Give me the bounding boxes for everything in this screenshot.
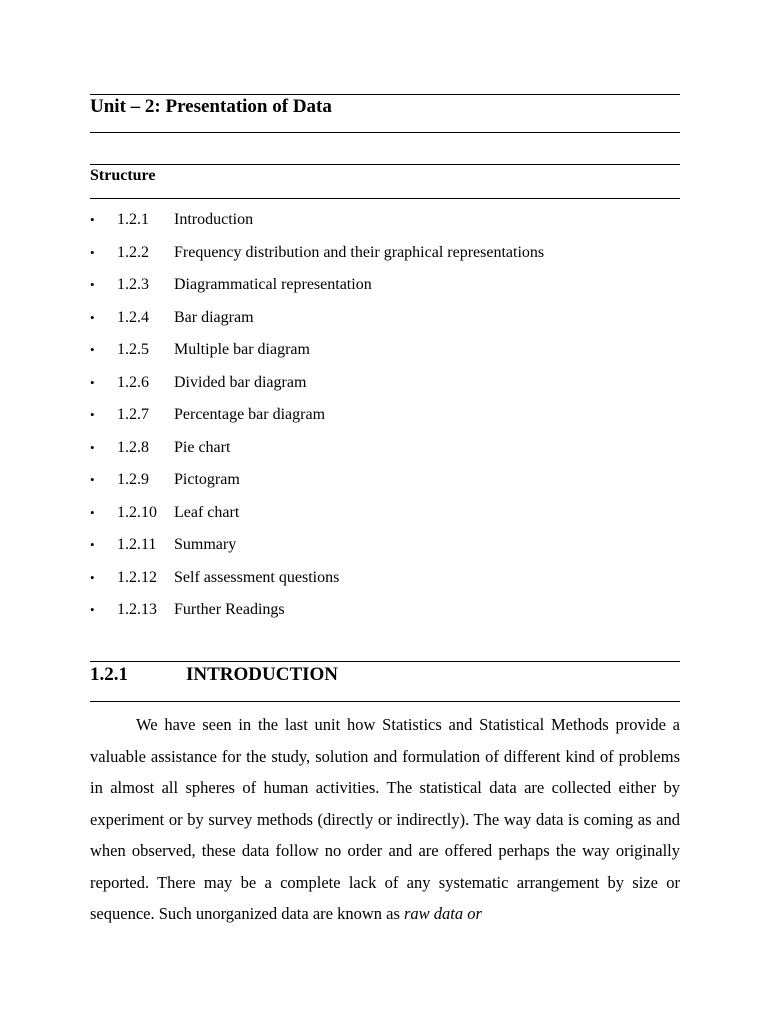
item-label: Introduction: [174, 211, 254, 228]
introduction-paragraph: [90, 709, 680, 930]
item-number: 1.2.8: [117, 438, 149, 456]
bullet-icon: •: [90, 472, 95, 487]
title-top-rule: [90, 94, 680, 95]
item-label: Bar diagram: [174, 308, 254, 326]
item-label: Further Readings: [174, 601, 285, 618]
bullet-icon: •: [90, 569, 95, 585]
structure-heading: Structure: [90, 167, 156, 184]
bullet-icon: •: [90, 537, 95, 552]
bullet-icon: •: [90, 602, 95, 617]
item-number: 1.2.12: [117, 568, 157, 586]
bullet-icon: •: [90, 504, 95, 520]
item-label: Pictogram: [174, 471, 240, 488]
section-title: INTRODUCTION: [186, 664, 339, 685]
bullet-icon: •: [90, 277, 95, 292]
section-top-rule: [90, 661, 680, 662]
item-number: 1.2.9: [117, 471, 149, 488]
item-number: 1.2.2: [117, 243, 149, 261]
section-number: 1.2.1: [90, 664, 128, 685]
bullet-icon: •: [90, 309, 95, 325]
section-bottom-rule: [90, 701, 680, 702]
bullet-icon: •: [90, 212, 95, 227]
title-bottom-rule: [90, 132, 680, 133]
item-number: 1.2.13: [117, 601, 157, 618]
item-number: 1.2.11: [117, 536, 157, 553]
item-number: 1.2.4: [117, 308, 149, 326]
bullet-icon: •: [90, 439, 95, 455]
item-label: Self assessment questions: [174, 568, 340, 586]
paragraph-italic-text: raw data or: [404, 904, 482, 923]
item-number: 1.2.10: [117, 503, 157, 521]
item-number: 1.2.3: [117, 276, 149, 293]
item-label: Multiple bar diagram: [174, 341, 310, 358]
structure-bottom-rule: [90, 198, 680, 199]
item-label: Percentage bar diagram: [174, 406, 326, 423]
bullet-icon: •: [90, 407, 95, 422]
item-number: 1.2.1: [117, 211, 149, 228]
item-number: 1.2.5: [117, 341, 149, 358]
bullet-icon: •: [90, 342, 95, 357]
unit-title: Unit – 2: Presentation of Data: [90, 96, 332, 117]
item-label: Divided bar diagram: [174, 373, 307, 391]
item-label: Leaf chart: [174, 503, 240, 521]
item-number: 1.2.6: [117, 373, 149, 391]
structure-top-rule: [90, 164, 680, 165]
item-label: Frequency distribution and their graphical representations: [174, 243, 545, 261]
bullet-icon: •: [90, 374, 95, 390]
bullet-icon: •: [90, 244, 95, 260]
paragraph-text: We have seen in the last unit how Statistics and Statistical Methods provide a valuable assistance for the study, solution and formulation of different kind of problems in almost all spheres of human activities. The statistical data are collected either by experiment or by survey methods (directly or indirectly). The way data is coming as and when observed, these data follow no order and are offered perhaps the way originally reported. There may be a complete lack of any systematic arrangement by size or sequence. Such unorganized data are known as: [90, 715, 680, 923]
item-label: Diagrammatical representation: [174, 276, 372, 293]
item-label: Summary: [174, 536, 237, 553]
item-number: 1.2.7: [117, 406, 149, 423]
item-label: Pie chart: [174, 438, 231, 456]
